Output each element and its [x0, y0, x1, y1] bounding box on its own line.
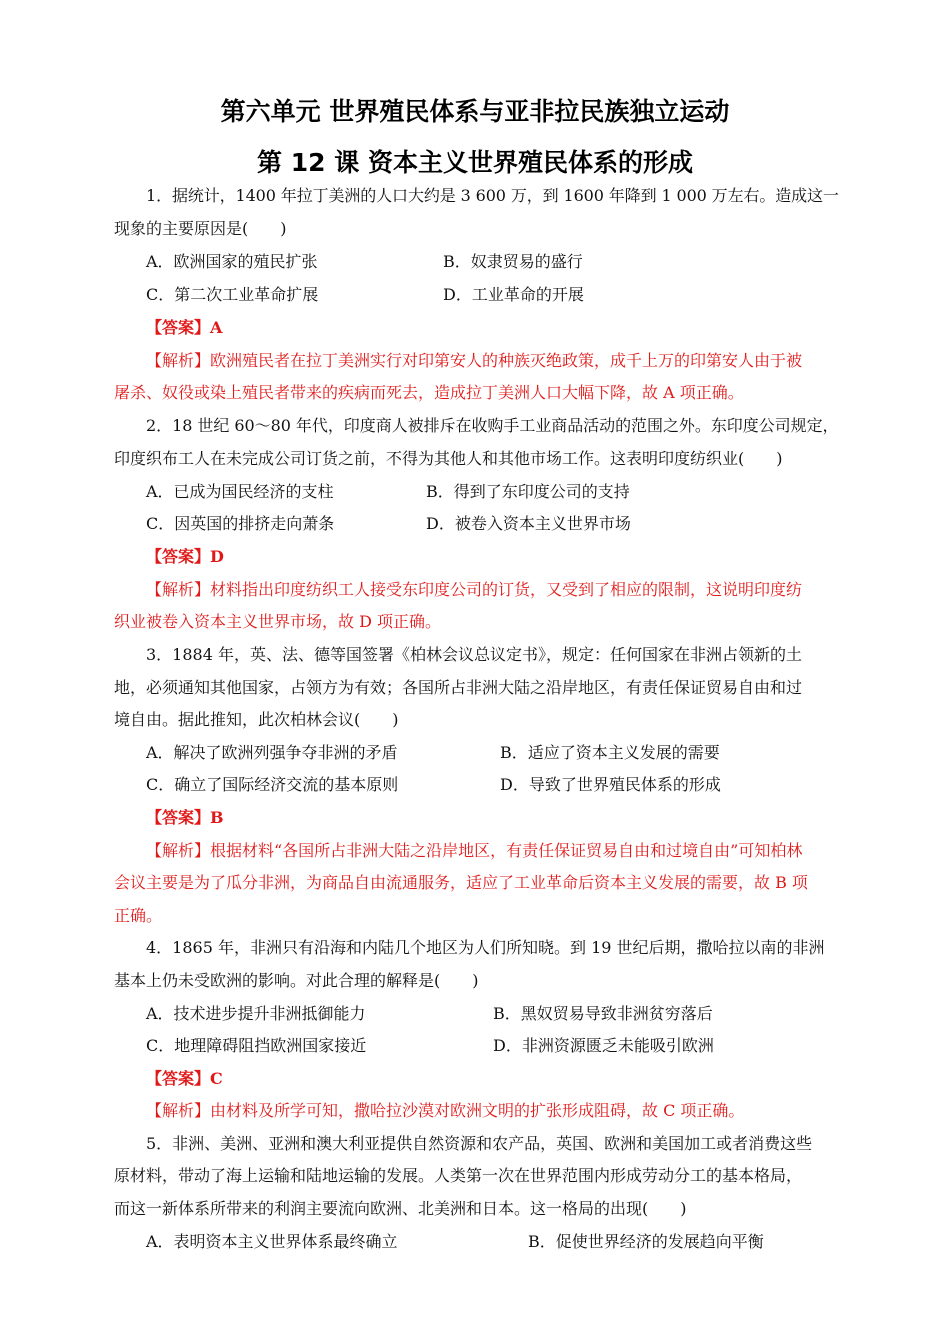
q3-stem-line-1: 3．1884 年，英、法、德等国签署《柏林会议总议定书》，规定：任何国家在非洲占领新的土 — [146, 645, 802, 664]
q4-answer: 【答案】C — [146, 1069, 223, 1088]
q2-stem-line-2: 印度织布工人在未完成公司订货之前，不得为其他人和其他市场工作。这表明印度纺织业( ) — [114, 449, 783, 468]
q3-stem-line-3: 境自由。据此推知，此次柏林会议( ) — [114, 710, 399, 729]
q1-option-c: C．第二次工业革命扩展 — [146, 285, 319, 304]
q4-stem-line-2: 基本上仍未受欧洲的影响。对此合理的解释是( ) — [114, 971, 479, 990]
q2-answer: 【答案】D — [146, 547, 224, 566]
q3-option-d: D．导致了世界殖民体系的形成 — [500, 775, 721, 794]
q4-stem-line-1: 4．1865 年，非洲只有沿海和内陆几个地区为人们所知晓。到 19 世纪后期，撒哈拉以南的非洲 — [146, 938, 825, 957]
q3-analysis-line-2: 会议主要是为了瓜分非洲，为商品自由流通服务，适应了工业革命后资本主义发展的需要，故 B 项 — [114, 873, 808, 892]
lesson-title: 第 12 课 资本主义世界殖民体系的形成 — [257, 148, 693, 177]
q3-option-b: B．适应了资本主义发展的需要 — [500, 743, 720, 762]
q1-answer: 【答案】A — [146, 318, 223, 337]
unit-title: 第六单元 世界殖民体系与亚非拉民族独立运动 — [220, 97, 730, 126]
q4-option-b: B．黑奴贸易导致非洲贫穷落后 — [493, 1004, 713, 1023]
q2-option-c: C．因英国的排挤走向萧条 — [146, 514, 335, 533]
q5-option-a: A．表明资本主义世界体系最终确立 — [146, 1232, 398, 1251]
q2-option-d: D．被卷入资本主义世界市场 — [426, 514, 631, 533]
q3-analysis-line-1: 【解析】根据材料“各国所占非洲大陆之沿岸地区，有责任保证贸易自由和过境自由”可知柏林 — [146, 841, 803, 860]
q2-analysis-line-1: 【解析】材料指出印度纺织工人接受东印度公司的订货，又受到了相应的限制，这说明印度纺 — [146, 580, 803, 599]
q2-option-b: B．得到了东印度公司的支持 — [426, 482, 630, 501]
q1-stem-line-2: 现象的主要原因是( ) — [114, 219, 287, 238]
q4-option-a: A．技术进步提升非洲抵御能力 — [146, 1004, 366, 1023]
q2-analysis-line-2: 织业被卷入资本主义世界市场，故 D 项正确。 — [114, 612, 442, 631]
q5-stem-line-1: 5．非洲、美洲、亚洲和澳大利亚提供自然资源和农产品，英国、欧洲和美国加工或者消费这些 — [146, 1134, 813, 1153]
q3-option-a: A．解决了欧洲列强争夺非洲的矛盾 — [146, 743, 398, 762]
q5-stem-line-2: 原材料，带动了海上运输和陆地运输的发展。人类第一次在世界范围内形成劳动分工的基本格局， — [114, 1166, 803, 1185]
q5-option-b: B．促使世界经济的发展趋向平衡 — [528, 1232, 764, 1251]
q5-stem-line-3: 而这一新体系所带来的利润主要流向欧洲、北美洲和日本。这一格局的出现( ) — [114, 1199, 687, 1218]
q2-option-a: A．已成为国民经济的支柱 — [146, 482, 334, 501]
q3-option-c: C．确立了国际经济交流的基本原则 — [146, 775, 399, 794]
q1-analysis-line-1: 【解析】欧洲殖民者在拉丁美洲实行对印第安人的种族灭绝政策，成千上万的印第安人由于被 — [146, 351, 803, 370]
q4-option-c: C．地理障碍阻挡欧洲国家接近 — [146, 1036, 367, 1055]
q3-stem-line-2: 地，必须通知其他国家，占领方为有效；各国所占非洲大陆之沿岸地区，有责任保证贸易自由和过 — [114, 678, 803, 697]
q4-option-d: D．非洲资源匮乏未能吸引欧洲 — [493, 1036, 714, 1055]
q3-analysis-line-3: 正确。 — [114, 906, 163, 925]
q1-stem-line-1: 1．据统计，1400 年拉丁美洲的人口大约是 3 600 万，到 1600 年降到 1 000 万左右。造成这一 — [146, 186, 839, 205]
q2-stem-line-1: 2．18 世纪 60～80 年代，印度商人被排斥在收购手工业商品活动的范围之外。东印度公司规定， — [146, 416, 839, 435]
q1-option-a: A．欧洲国家的殖民扩张 — [146, 252, 318, 271]
q1-option-d: D．工业革命的开展 — [443, 285, 584, 304]
q3-answer: 【答案】B — [146, 808, 224, 827]
q1-option-b: B．奴隶贸易的盛行 — [443, 252, 583, 271]
q1-analysis-line-2: 屠杀、奴役或染上殖民者带来的疾病而死去，造成拉丁美洲人口大幅下降，故 A 项正确。 — [114, 383, 744, 402]
q4-analysis-line-1: 【解析】由材料及所学可知，撒哈拉沙漠对欧洲文明的扩张形成阻碍，故 C 项正确。 — [146, 1101, 745, 1120]
